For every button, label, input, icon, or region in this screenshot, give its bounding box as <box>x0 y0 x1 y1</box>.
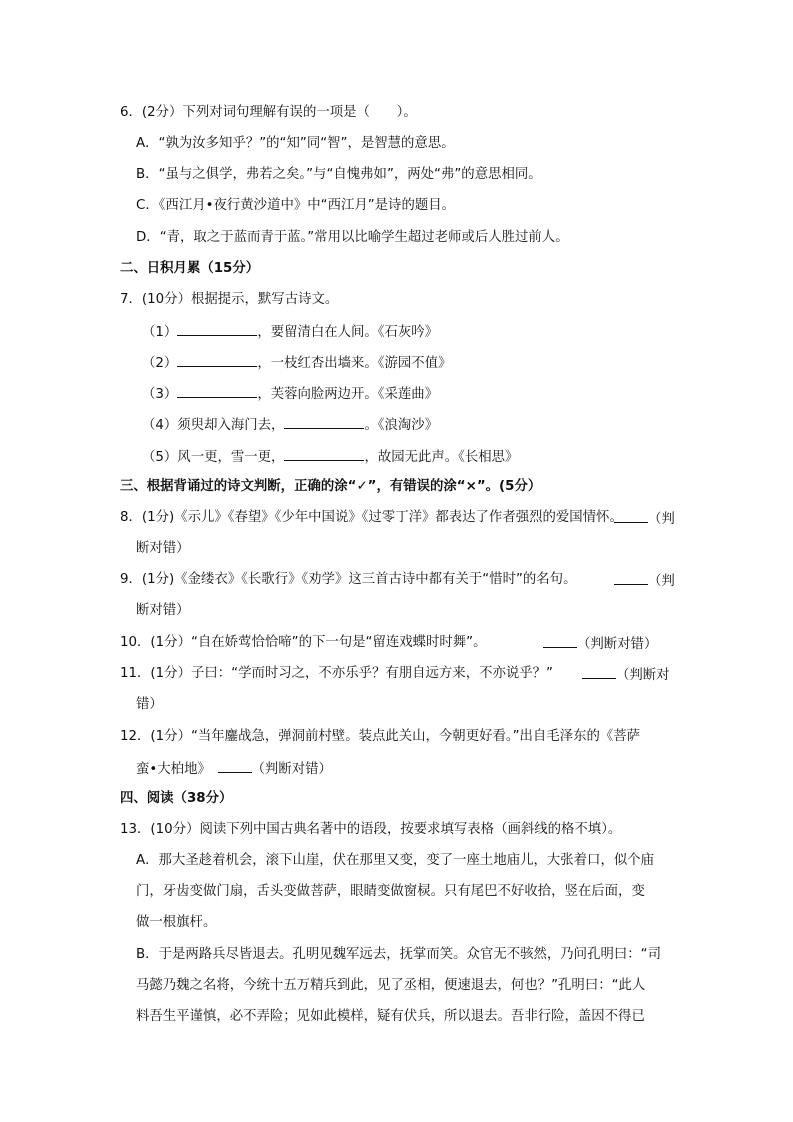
q12-cont-prefix: 蛮•大柏地》 <box>136 762 205 777</box>
q12-cont <box>136 759 332 779</box>
q7-item-5-suffix: ，故园无此声。《长相思》 <box>364 450 519 465</box>
q7-item-1 <box>142 322 438 342</box>
q12-text: 12．(1分）“当年鏖战急，弹洞前村壁。装点此关山，今朝更好看。”出自毛泽东的《菩萨 <box>120 729 641 744</box>
q7-item-1-suffix: ，要留清白在人间。《石灰吟》 <box>257 325 439 340</box>
q7-item-3-prefix: （3） <box>142 387 178 402</box>
q11-tail: （判断对 <box>616 668 670 683</box>
q7-item-1-prefix: （1） <box>142 325 178 340</box>
answer-blank[interactable] <box>177 353 257 367</box>
q7-stem: 7．(10分）根据提示，默写古诗文。 <box>120 292 339 307</box>
answer-blank[interactable] <box>614 571 648 585</box>
q6-option-a: A．“孰为汝多知乎？”的“知”同“智”，是智慧的意思。 <box>136 136 455 151</box>
answer-blank[interactable] <box>284 447 364 461</box>
q10-tail: （判断对错） <box>577 637 658 652</box>
q13-stem: 13．(10分）阅读下列中国古典名著中的语段，按要求填写表格（画斜线的格不填）。 <box>120 822 622 837</box>
section-4-title: 四、阅读（38分） <box>120 791 233 806</box>
answer-blank[interactable] <box>284 415 364 429</box>
q7-item-2 <box>142 353 451 373</box>
q6-option-d: D．“青，取之于蓝而青于蓝。”常用以比喻学生超过老师或后人胜过前人。 <box>136 230 569 245</box>
q13-passage-b-line: 料吾生平谨慎，必不弄险；见如此模样，疑有伏兵，所以退去。吾非行险，盖因不得已 <box>136 1009 645 1024</box>
q11-cont: 错） <box>136 697 163 712</box>
q7-item-4 <box>142 415 438 435</box>
q6-option-c: C．《西江月•夜行黄沙道中》中“西江月”是诗的题目。 <box>136 198 456 213</box>
q7-item-5-prefix: （5）风一更，雪一更， <box>142 450 285 465</box>
answer-blank[interactable] <box>177 322 257 336</box>
q13-passage-a-line: 做一根旗杆。 <box>136 915 217 930</box>
q8-cont: 断对错） <box>136 541 190 556</box>
q10-answer <box>543 634 657 654</box>
q13-passage-a-line: 门，牙齿变做门扇，舌头变做菩萨，眼睛变做窗棂。只有尾巴不好收拾，竖在后面，变 <box>136 884 645 899</box>
answer-blank[interactable] <box>177 384 257 398</box>
q9-cont: 断对错） <box>136 603 190 618</box>
q13-passage-a-line: A．那大圣趁着机会，滚下山崖，伏在那里又变，变了一座土地庙儿，大张着口，似个庙 <box>136 853 655 868</box>
section-2-title: 二、日积月累（15分） <box>120 261 260 276</box>
q7-item-3 <box>142 384 438 404</box>
answer-blank[interactable] <box>614 509 648 523</box>
q11-text: 11．(1分）子曰：“学而时习之，不亦乐乎？有朋自远方来，不亦说乎？” <box>120 666 553 681</box>
q13-passage-b-line: 马懿乃魏之名将，今统十五万精兵到此，见了丞相，便速退去，何也？”孔明曰：“此人 <box>136 978 646 993</box>
answer-blank[interactable] <box>582 665 616 679</box>
q7-item-4-prefix: （4）须臾却入海门去， <box>142 418 285 433</box>
q7-item-2-suffix: ，一枝红杏出墙来。《游园不值》 <box>257 356 452 371</box>
q11-answer <box>582 665 670 685</box>
answer-blank[interactable] <box>218 759 252 773</box>
q12-tail: （判断对错） <box>251 762 332 777</box>
q6-stem: 6．(2分）下列对词句理解有误的一项是（ ）。 <box>120 105 417 120</box>
q7-item-4-suffix: 。《浪淘沙》 <box>364 418 439 433</box>
section-3-title: 三、根据背诵过的诗文判断，正确的涂“✓”，有错误的涂“×”。(5分） <box>120 479 542 494</box>
q7-item-3-suffix: ，芙蓉向脸两边开。《采莲曲》 <box>257 387 439 402</box>
q7-item-5 <box>142 447 518 467</box>
q13-passage-b-line: B．于是两路兵尽皆退去。孔明见魏军远去，抚掌而笑。众官无不骇然，乃问孔明曰：“司 <box>136 947 661 962</box>
q9-answer <box>614 571 675 591</box>
q8-tail: （判 <box>648 512 675 527</box>
q9-text: 9．(1分)《金缕衣》《长歌行》《劝学》这三首古诗中都有关于“惜时”的名句。 <box>120 572 577 587</box>
q8-text: 8．(1分)《示儿》《春望》《少年中国说》《过零丁洋》都表达了作者强烈的爱国情怀。 <box>120 510 623 525</box>
q7-item-2-prefix: （2） <box>142 356 178 371</box>
q6-option-b: B．“虽与之俱学，弗若之矣。”与“自愧弗如”，两处“弗”的意思相同。 <box>136 167 542 182</box>
q8-answer <box>614 509 675 529</box>
answer-blank[interactable] <box>543 634 577 648</box>
q9-tail: （判 <box>648 574 675 589</box>
q10-text: 10．(1分）“自在娇莺恰恰啼”的下一句是“留连戏蝶时时舞”。 <box>120 635 487 650</box>
